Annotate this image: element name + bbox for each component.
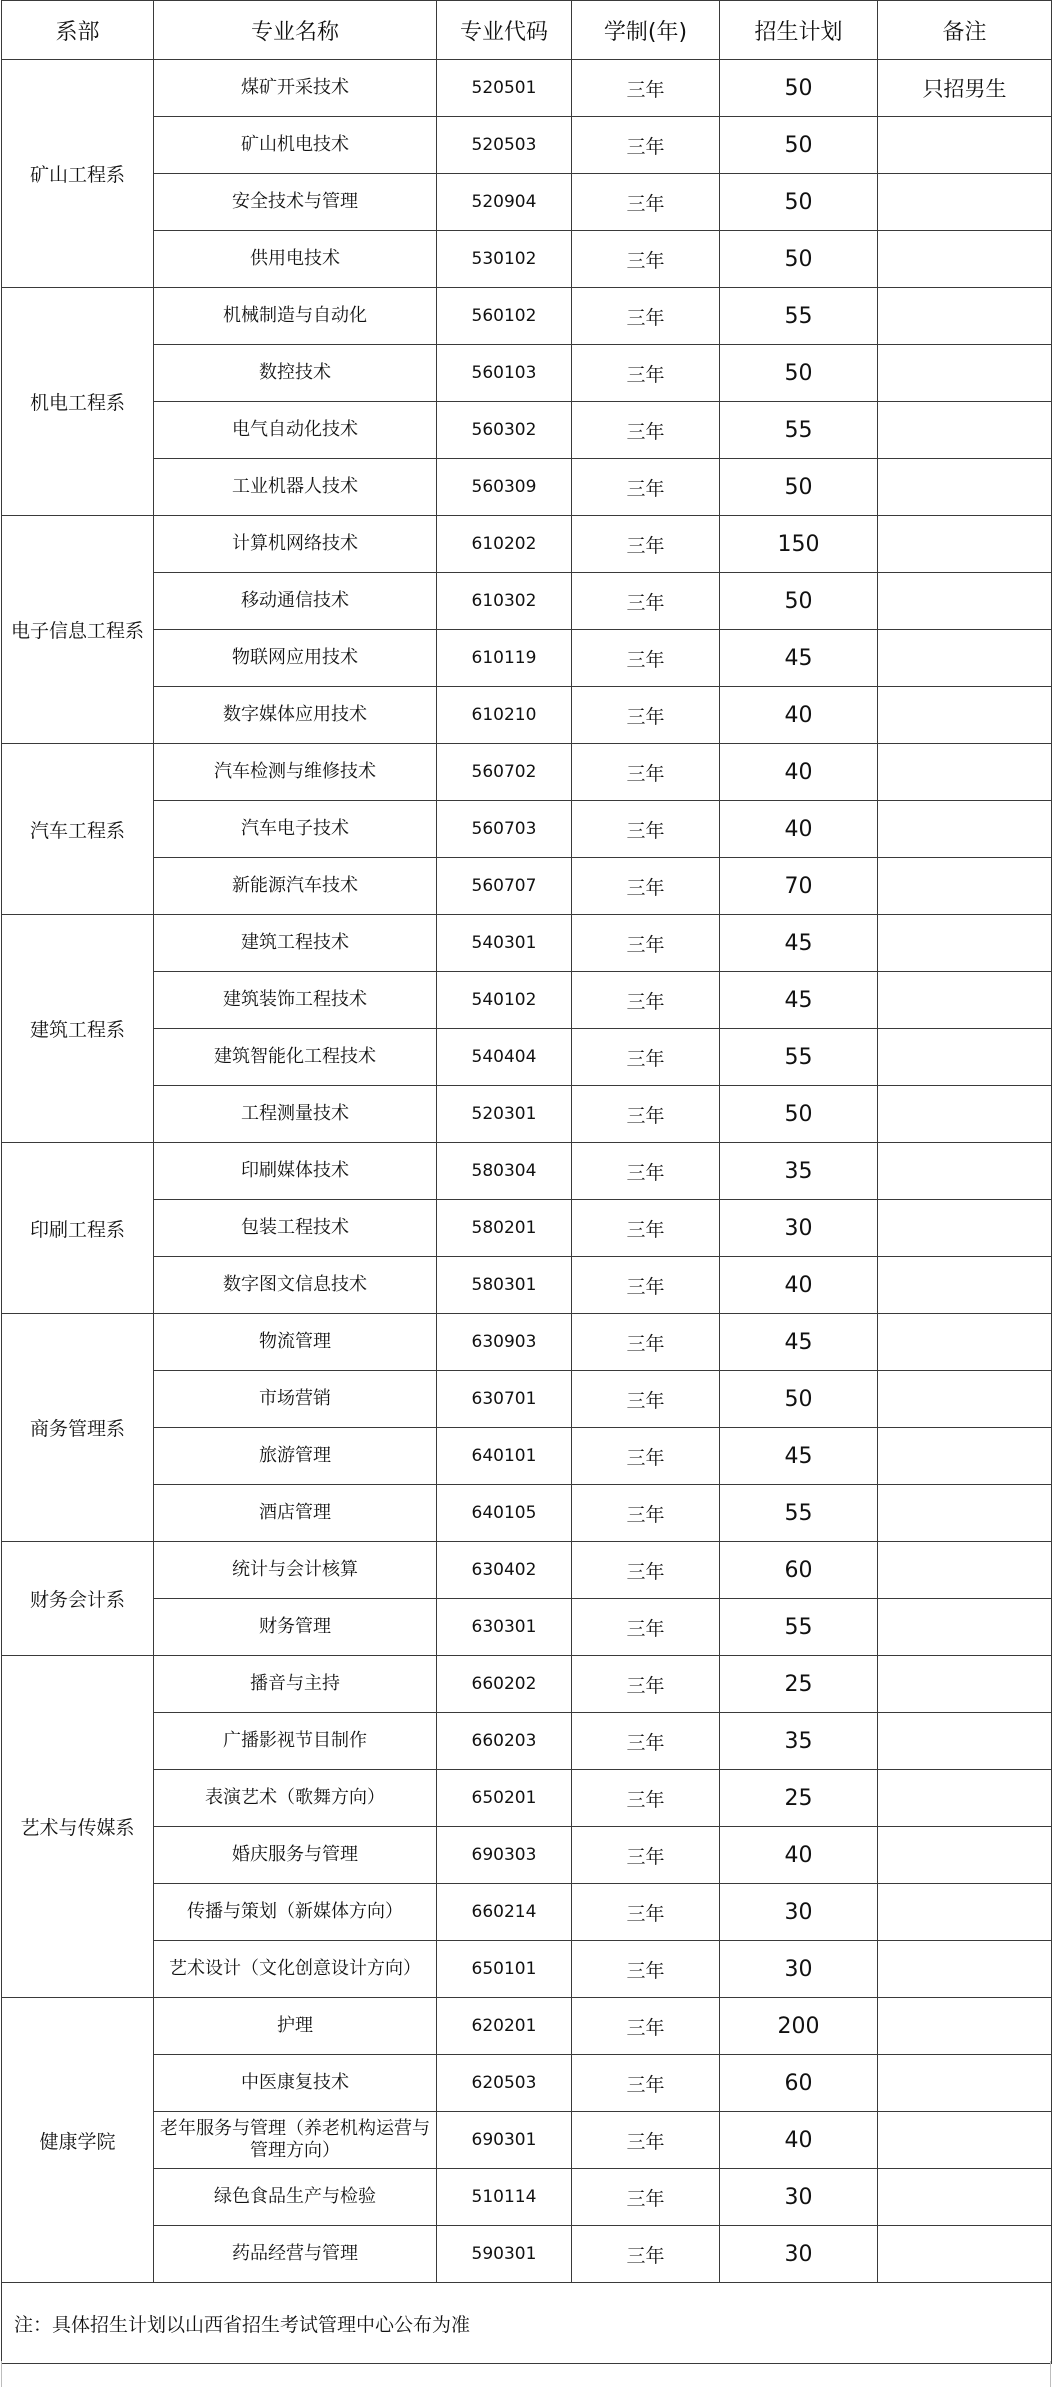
major-code-cell: 650201	[437, 1770, 572, 1827]
department-cell: 财务会计系	[2, 1542, 154, 1656]
remark-cell	[878, 2226, 1052, 2283]
major-name-cell: 数字媒体应用技术	[154, 687, 437, 744]
header-enrollment-plan: 招生计划	[720, 1, 878, 60]
enrollment-plan-cell: 35	[720, 1143, 878, 1200]
major-code-cell: 520501	[437, 60, 572, 117]
remark-cell	[878, 459, 1052, 516]
enrollment-plan-cell: 50	[720, 60, 878, 117]
remark-cell	[878, 1200, 1052, 1257]
duration-cell: 三年	[572, 915, 720, 972]
major-name-cell: 矿山机电技术	[154, 117, 437, 174]
remark-cell	[878, 117, 1052, 174]
major-name-cell: 建筑智能化工程技术	[154, 1029, 437, 1086]
remark-cell	[878, 1371, 1052, 1428]
enrollment-plan-cell: 200	[720, 1998, 878, 2055]
table-row	[2, 915, 1052, 972]
remark-cell: 只招男生	[878, 60, 1052, 117]
duration-cell: 三年	[572, 972, 720, 1029]
table-row	[2, 1542, 1052, 1599]
remark-cell	[878, 744, 1052, 801]
enrollment-plan-cell: 45	[720, 1314, 878, 1371]
table-row	[2, 516, 1052, 573]
duration-cell: 三年	[572, 1143, 720, 1200]
major-code-cell: 660202	[437, 1656, 572, 1713]
duration-cell: 三年	[572, 1086, 720, 1143]
duration-cell: 三年	[572, 858, 720, 915]
major-name-cell: 数控技术	[154, 345, 437, 402]
enrollment-plan-cell: 50	[720, 1086, 878, 1143]
major-name-cell: 包装工程技术	[154, 1200, 437, 1257]
duration-cell: 三年	[572, 1371, 720, 1428]
department-cell: 艺术与传媒系	[2, 1656, 154, 1998]
major-name-cell: 市场营销	[154, 1371, 437, 1428]
table-row	[2, 345, 1052, 402]
major-name-cell: 电气自动化技术	[154, 402, 437, 459]
major-name-cell: 表演艺术（歌舞方向）	[154, 1770, 437, 1827]
duration-cell: 三年	[572, 1029, 720, 1086]
table-row	[2, 60, 1052, 117]
header-major-code: 专业代码	[437, 1, 572, 60]
table-row	[2, 858, 1052, 915]
remark-cell	[878, 345, 1052, 402]
major-code-cell: 530102	[437, 231, 572, 288]
table-row	[2, 573, 1052, 630]
duration-cell: 三年	[572, 2169, 720, 2226]
table-row	[2, 1827, 1052, 1884]
duration-cell: 三年	[572, 1998, 720, 2055]
major-code-cell: 620201	[437, 1998, 572, 2055]
table-row	[2, 1314, 1052, 1371]
major-code-cell: 630701	[437, 1371, 572, 1428]
remark-cell	[878, 174, 1052, 231]
table-row	[2, 288, 1052, 345]
header-department: 系部	[2, 1, 154, 60]
enrollment-plan-cell: 55	[720, 1029, 878, 1086]
table-row	[2, 1884, 1052, 1941]
major-code-cell: 560309	[437, 459, 572, 516]
enrollment-plan-cell: 55	[720, 402, 878, 459]
table-row	[2, 1200, 1052, 1257]
duration-cell: 三年	[572, 573, 720, 630]
major-name-cell: 统计与会计核算	[154, 1542, 437, 1599]
major-name-cell: 财务管理	[154, 1599, 437, 1656]
remark-cell	[878, 288, 1052, 345]
table-row	[2, 1143, 1052, 1200]
duration-cell: 三年	[572, 1200, 720, 1257]
remark-cell	[878, 1599, 1052, 1656]
enrollment-plan-cell: 55	[720, 288, 878, 345]
header-duration: 学制(年)	[572, 1, 720, 60]
duration-cell: 三年	[572, 801, 720, 858]
major-name-cell: 老年服务与管理（养老机构运营与管理方向）	[154, 2112, 437, 2169]
department-cell: 汽车工程系	[2, 744, 154, 915]
major-code-cell: 560302	[437, 402, 572, 459]
duration-cell: 三年	[572, 288, 720, 345]
major-name-cell: 供用电技术	[154, 231, 437, 288]
duration-cell: 三年	[572, 1656, 720, 1713]
header-row	[2, 1, 1052, 60]
major-code-cell: 610210	[437, 687, 572, 744]
major-name-cell: 移动通信技术	[154, 573, 437, 630]
major-name-cell: 广播影视节目制作	[154, 1713, 437, 1770]
enrollment-plan-cell: 40	[720, 1827, 878, 1884]
table-row	[2, 1371, 1052, 1428]
table-row	[2, 2169, 1052, 2226]
major-code-cell: 640101	[437, 1428, 572, 1485]
duration-cell: 三年	[572, 459, 720, 516]
major-name-cell: 护理	[154, 1998, 437, 2055]
duration-cell: 三年	[572, 2055, 720, 2112]
duration-cell: 三年	[572, 2226, 720, 2283]
major-name-cell: 旅游管理	[154, 1428, 437, 1485]
major-code-cell: 660214	[437, 1884, 572, 1941]
table-row	[2, 1770, 1052, 1827]
duration-cell: 三年	[572, 744, 720, 801]
table-row	[2, 459, 1052, 516]
major-name-cell: 物流管理	[154, 1314, 437, 1371]
table-row	[2, 1941, 1052, 1998]
major-code-cell: 520904	[437, 174, 572, 231]
duration-cell: 三年	[572, 630, 720, 687]
enrollment-plan-cell: 35	[720, 1713, 878, 1770]
table-row	[2, 1029, 1052, 1086]
table-row	[2, 1656, 1052, 1713]
enrollment-plan-cell: 40	[720, 801, 878, 858]
major-code-cell: 650101	[437, 1941, 572, 1998]
duration-cell: 三年	[572, 2112, 720, 2169]
header-remark: 备注	[878, 1, 1052, 60]
enrollment-plan-cell: 30	[720, 1941, 878, 1998]
major-name-cell: 煤矿开采技术	[154, 60, 437, 117]
duration-cell: 三年	[572, 1941, 720, 1998]
major-name-cell: 传播与策划（新媒体方向）	[154, 1884, 437, 1941]
enrollment-plan-cell: 30	[720, 1200, 878, 1257]
major-code-cell: 630903	[437, 1314, 572, 1371]
remark-cell	[878, 915, 1052, 972]
major-code-cell: 610202	[437, 516, 572, 573]
table-row	[2, 972, 1052, 1029]
enrollment-plan-cell: 55	[720, 1599, 878, 1656]
enrollment-plan-cell: 25	[720, 1656, 878, 1713]
remark-cell	[878, 231, 1052, 288]
duration-cell: 三年	[572, 1770, 720, 1827]
duration-cell: 三年	[572, 402, 720, 459]
duration-cell: 三年	[572, 1485, 720, 1542]
enrollment-plan-cell: 55	[720, 1485, 878, 1542]
remark-cell	[878, 972, 1052, 1029]
table-row	[2, 687, 1052, 744]
major-code-cell: 560102	[437, 288, 572, 345]
remark-cell	[878, 1428, 1052, 1485]
table-row	[2, 231, 1052, 288]
major-name-cell: 汽车检测与维修技术	[154, 744, 437, 801]
department-cell: 矿山工程系	[2, 60, 154, 288]
remark-cell	[878, 2055, 1052, 2112]
major-code-cell: 630402	[437, 1542, 572, 1599]
enrollment-plan-cell: 50	[720, 1371, 878, 1428]
enrollment-plan-cell: 45	[720, 630, 878, 687]
enrollment-plan-cell: 45	[720, 1428, 878, 1485]
major-code-cell: 610119	[437, 630, 572, 687]
major-code-cell: 540404	[437, 1029, 572, 1086]
major-name-cell: 新能源汽车技术	[154, 858, 437, 915]
major-code-cell: 580201	[437, 1200, 572, 1257]
table-row	[2, 801, 1052, 858]
duration-cell: 三年	[572, 687, 720, 744]
enrollment-plan-cell: 150	[720, 516, 878, 573]
remark-cell	[878, 1257, 1052, 1314]
enrollment-plan-cell: 50	[720, 573, 878, 630]
bottom-strip	[1, 2361, 1051, 2387]
enrollment-plan-cell: 30	[720, 2169, 878, 2226]
remark-cell	[878, 1770, 1052, 1827]
remark-cell	[878, 801, 1052, 858]
note-row	[2, 2283, 1052, 2364]
table-row	[2, 1257, 1052, 1314]
remark-cell	[878, 1998, 1052, 2055]
duration-cell: 三年	[572, 1314, 720, 1371]
major-name-cell: 药品经营与管理	[154, 2226, 437, 2283]
enrollment-plan-cell: 60	[720, 1542, 878, 1599]
major-code-cell: 560702	[437, 744, 572, 801]
major-code-cell: 580304	[437, 1143, 572, 1200]
enrollment-plan-cell: 45	[720, 972, 878, 1029]
remark-cell	[878, 1086, 1052, 1143]
major-name-cell: 绿色食品生产与检验	[154, 2169, 437, 2226]
major-code-cell: 690303	[437, 1827, 572, 1884]
enrollment-plan-cell: 40	[720, 687, 878, 744]
major-code-cell: 560703	[437, 801, 572, 858]
major-name-cell: 工程测量技术	[154, 1086, 437, 1143]
department-cell: 电子信息工程系	[2, 516, 154, 744]
remark-cell	[878, 630, 1052, 687]
department-cell: 建筑工程系	[2, 915, 154, 1143]
enrollment-plan-cell: 70	[720, 858, 878, 915]
enrollment-plan-cell: 25	[720, 1770, 878, 1827]
enrollment-plan-cell: 30	[720, 1884, 878, 1941]
duration-cell: 三年	[572, 60, 720, 117]
major-name-cell: 中医康复技术	[154, 2055, 437, 2112]
remark-cell	[878, 1941, 1052, 1998]
remark-cell	[878, 1143, 1052, 1200]
enrollment-plan-cell: 50	[720, 459, 878, 516]
duration-cell: 三年	[572, 117, 720, 174]
header-major-name: 专业名称	[154, 1, 437, 60]
major-code-cell: 620503	[437, 2055, 572, 2112]
table-row	[2, 1599, 1052, 1656]
major-name-cell: 汽车电子技术	[154, 801, 437, 858]
table-row	[2, 1485, 1052, 1542]
enrollment-plan-cell: 40	[720, 744, 878, 801]
major-code-cell: 640105	[437, 1485, 572, 1542]
major-name-cell: 工业机器人技术	[154, 459, 437, 516]
table-row	[2, 744, 1052, 801]
remark-cell	[878, 1485, 1052, 1542]
enrollment-plan-cell: 30	[720, 2226, 878, 2283]
major-code-cell: 660203	[437, 1713, 572, 1770]
duration-cell: 三年	[572, 1428, 720, 1485]
enrollment-plan-cell: 50	[720, 174, 878, 231]
remark-cell	[878, 402, 1052, 459]
major-code-cell: 540102	[437, 972, 572, 1029]
duration-cell: 三年	[572, 516, 720, 573]
duration-cell: 三年	[572, 1827, 720, 1884]
table-row	[2, 2055, 1052, 2112]
duration-cell: 三年	[572, 1542, 720, 1599]
remark-cell	[878, 1713, 1052, 1770]
table-row	[2, 174, 1052, 231]
major-name-cell: 计算机网络技术	[154, 516, 437, 573]
major-name-cell: 机械制造与自动化	[154, 288, 437, 345]
remark-cell	[878, 1314, 1052, 1371]
table-row	[2, 1086, 1052, 1143]
major-code-cell: 560103	[437, 345, 572, 402]
admissions-plan-table	[1, 0, 1052, 2364]
table-row	[2, 2226, 1052, 2283]
major-name-cell: 安全技术与管理	[154, 174, 437, 231]
enrollment-plan-cell: 50	[720, 117, 878, 174]
table-row	[2, 630, 1052, 687]
footnote: 注：具体招生计划以山西省招生考试管理中心公布为准	[2, 2283, 1052, 2364]
remark-cell	[878, 516, 1052, 573]
remark-cell	[878, 2112, 1052, 2169]
major-name-cell: 物联网应用技术	[154, 630, 437, 687]
enrollment-plan-cell: 40	[720, 2112, 878, 2169]
enrollment-plan-cell: 50	[720, 345, 878, 402]
major-code-cell: 580301	[437, 1257, 572, 1314]
major-code-cell: 540301	[437, 915, 572, 972]
remark-cell	[878, 573, 1052, 630]
department-cell: 印刷工程系	[2, 1143, 154, 1314]
remark-cell	[878, 1827, 1052, 1884]
major-name-cell: 酒店管理	[154, 1485, 437, 1542]
major-name-cell: 建筑装饰工程技术	[154, 972, 437, 1029]
duration-cell: 三年	[572, 231, 720, 288]
major-name-cell: 艺术设计（文化创意设计方向）	[154, 1941, 437, 1998]
remark-cell	[878, 2169, 1052, 2226]
major-name-cell: 印刷媒体技术	[154, 1143, 437, 1200]
remark-cell	[878, 858, 1052, 915]
department-cell: 健康学院	[2, 1998, 154, 2283]
remark-cell	[878, 1542, 1052, 1599]
enrollment-plan-cell: 45	[720, 915, 878, 972]
remark-cell	[878, 1656, 1052, 1713]
enrollment-plan-cell: 40	[720, 1257, 878, 1314]
duration-cell: 三年	[572, 1257, 720, 1314]
table-row	[2, 402, 1052, 459]
remark-cell	[878, 1029, 1052, 1086]
major-code-cell: 690301	[437, 2112, 572, 2169]
table-body	[2, 60, 1052, 2283]
major-code-cell: 510114	[437, 2169, 572, 2226]
major-name-cell: 婚庆服务与管理	[154, 1827, 437, 1884]
duration-cell: 三年	[572, 1599, 720, 1656]
major-code-cell: 560707	[437, 858, 572, 915]
duration-cell: 三年	[572, 1713, 720, 1770]
table-row	[2, 1998, 1052, 2055]
major-name-cell: 播音与主持	[154, 1656, 437, 1713]
major-code-cell: 520301	[437, 1086, 572, 1143]
major-code-cell: 610302	[437, 573, 572, 630]
department-cell: 商务管理系	[2, 1314, 154, 1542]
major-code-cell: 630301	[437, 1599, 572, 1656]
enrollment-plan-cell: 60	[720, 2055, 878, 2112]
major-code-cell: 590301	[437, 2226, 572, 2283]
major-name-cell: 建筑工程技术	[154, 915, 437, 972]
major-code-cell: 520503	[437, 117, 572, 174]
remark-cell	[878, 1884, 1052, 1941]
enrollment-plan-cell: 50	[720, 231, 878, 288]
duration-cell: 三年	[572, 345, 720, 402]
table-row	[2, 117, 1052, 174]
duration-cell: 三年	[572, 1884, 720, 1941]
major-name-cell: 数字图文信息技术	[154, 1257, 437, 1314]
table-row	[2, 1428, 1052, 1485]
duration-cell: 三年	[572, 174, 720, 231]
remark-cell	[878, 687, 1052, 744]
department-cell: 机电工程系	[2, 288, 154, 516]
table-row	[2, 1713, 1052, 1770]
table-row	[2, 2112, 1052, 2169]
